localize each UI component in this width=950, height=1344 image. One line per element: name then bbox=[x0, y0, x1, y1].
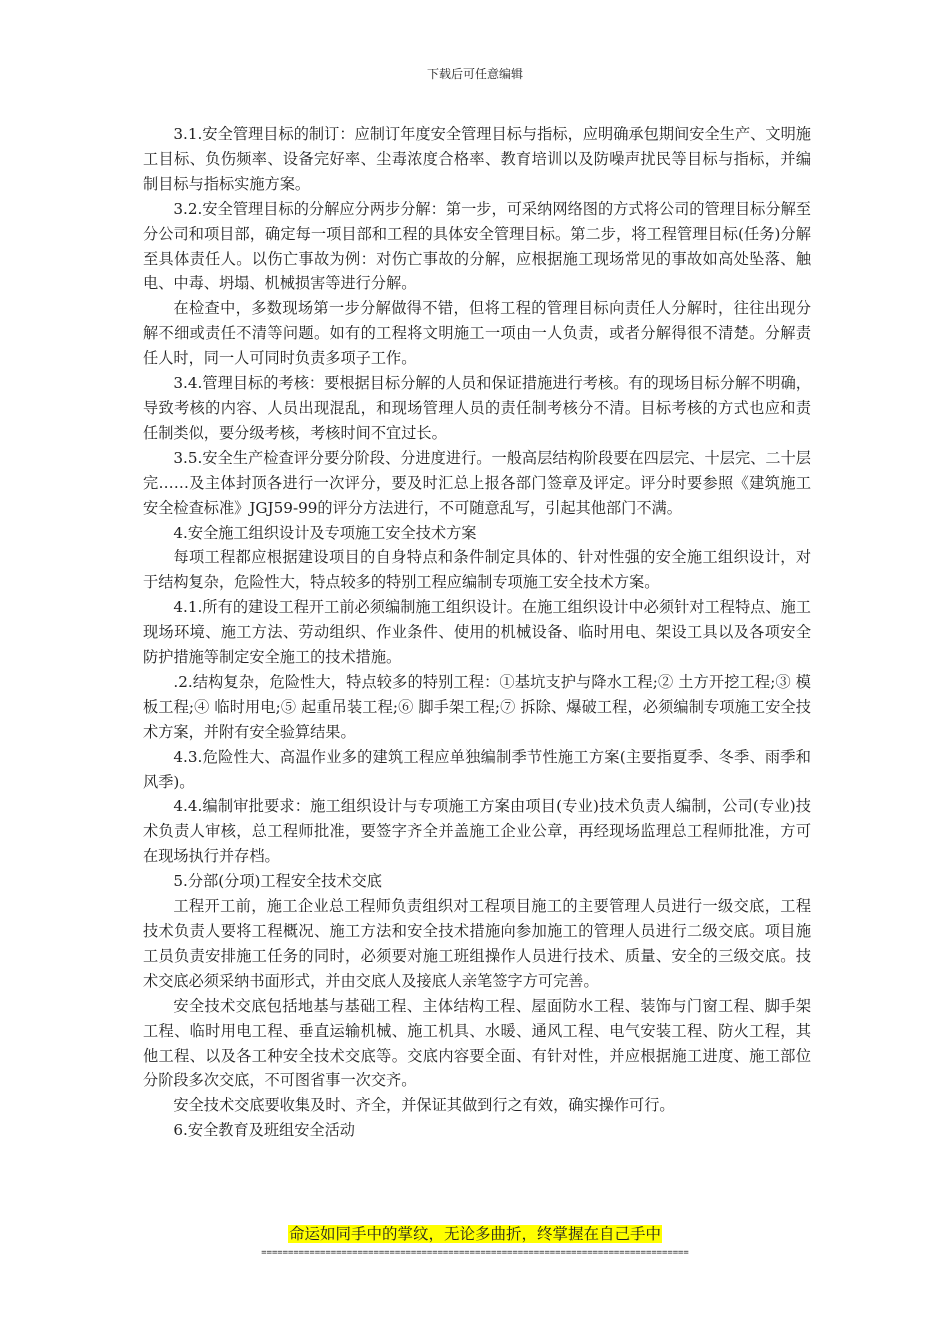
paragraph-3-1: 3.1.安全管理目标的制订：应制订年度安全管理目标与指标，应明确承包期间安全生产、文明施工目标、负伤频率、设备完好率、尘毒浓度合格率、教育培训以及防噪声扰民等目标与指标，并编制目标与指标实施方案。 bbox=[143, 125, 811, 193]
paragraph-4-4: 4.4.编制审批要求：施工组织设计与专项施工方案由项目(专业)技术负责人编制，公司(专业)技术负责人审核，总工程师批准，要签字齐全并盖施工企业公章，再经现场监理总工程师批准，方可在现场执行并存档。 bbox=[143, 797, 811, 866]
section-heading-4: 4.安全施工组织设计及专项施工安全技术方案 bbox=[173, 523, 477, 542]
paragraph-4-2: .2.结构复杂，危险性大，特点较多的特别工程：①基坑支护与降水工程;② 土方开挖工程;③ 模板工程;④ 临时用电;⑤ 起重吊装工程;⑥ 脚手架工程;⑦ 拆除、爆破工程，必须编制专项施工安全技术方案，并附有安全验算结果。 bbox=[143, 672, 811, 741]
paragraph-inspection: 在检查中，多数现场第一步分解做得不错，但将工程的管理目标向责任人分解时，往往出现分解不细或责任不清等问题。如有的工程将文明施工一项由一人负责，或者分解得很不清楚。分解责任人时，同一人可同时负责多项子工作。 bbox=[143, 299, 811, 368]
footer-quote bbox=[0, 1223, 950, 1245]
paragraph-3-5: 3.5.安全生产检查评分要分阶段、分进度进行。一般高层结构阶段要在四层完、十层完、二十层完……及主体封顶各进行一次评分，要及时汇总上报各部门签章及评定。评分时要参照《建筑施工安全检查标准》JGJ59-99的评分方法进行，不可随意乱写，引起其他部门不满。 bbox=[143, 448, 811, 517]
paragraph-3-2: 3.2.安全管理目标的分解应分两步分解：第一步，可采纳网络图的方式将公司的管理目标分解至分公司和项目部，确定每一项目部和工程的具体安全管理目标。第二步，将工程管理目标(任务)分解至具体责任人。以伤亡事故为例：对伤亡事故的分解，应根据施工现场常见的事故如高处坠落、触电、中毒、坍塌、机械损害等进行分解。 bbox=[143, 199, 811, 293]
section-heading-5: 5.分部(分项)工程安全技术交底 bbox=[173, 872, 382, 891]
paragraph-5-intro: 工程开工前，施工企业总工程师负责组织对工程项目施工的主要管理人员进行一级交底，工程技术负责人要将工程概况、施工方法和安全技术措施向参加施工的管理人员进行二级交底。项目施工员负责安排施工任务的同时，必须要对施工班组操作人员进行技术、质量、安全的三级交底。技术交底必须采纳书面形式，并由交底人及接底人亲笔签字方可完善。 bbox=[143, 897, 811, 990]
paragraph-5-scope: 安全技术交底包括地基与基础工程、主体结构工程、屋面防水工程、装饰与门窗工程、脚手架工程、临时用电工程、垂直运输机械、施工机具、水暖、通风工程、电气安装工程、防火工程，其他工程、以及各工种安全技术交底等。交底内容要全面、有针对性，并应根据施工进度、施工部位分阶段多次交底，不可图省事一次交齐。 bbox=[143, 996, 811, 1090]
paragraph-4-intro: 每项工程都应根据建设项目的自身特点和条件制定具体的、针对性强的安全施工组织设计，对于结构复杂，危险性大，特点较多的特别工程应编制专项施工安全技术方案。 bbox=[143, 548, 811, 592]
paragraph-5-collection: 安全技术交底要收集及时、齐全，并保证其做到行之有效，确实操作可行。 bbox=[173, 1096, 675, 1115]
paragraph-4-3: 4.3.危险性大、高温作业多的建筑工程应单独编制季节性施工方案(主要指夏季、冬季、雨季和风季)。 bbox=[143, 747, 811, 791]
paragraph-3-4: 3.4.管理目标的考核：要根据目标分解的人员和保证措施进行考核。有的现场目标分解不明确，导致考核的内容、人员出现混乱，和现场管理人员的责任制考核分不清。目标考核的方式也应和责任制类似，要分级考核，考核时间不宜过长。 bbox=[143, 374, 811, 442]
section-heading-6: 6.安全教育及班组安全活动 bbox=[173, 1121, 355, 1140]
document-body bbox=[143, 122, 811, 1143]
paragraph-4-1: 4.1.所有的建设工程开工前必须编制施工组织设计。在施工组织设计中必须针对工程特点、施工现场环境、施工方法、劳动组织、作业条件、使用的机械设备、临时用电、架设工具以及各项安全防护措施等制定安全施工的技术措施。 bbox=[143, 598, 811, 667]
footer-quote-text: 命运如同手中的掌纹，无论多曲折，终掌握在自己手中 bbox=[288, 1225, 661, 1243]
footer-rule: ================================================================================ bbox=[261, 1248, 689, 1258]
page-header: 下载后可任意编辑 bbox=[426, 67, 523, 81]
